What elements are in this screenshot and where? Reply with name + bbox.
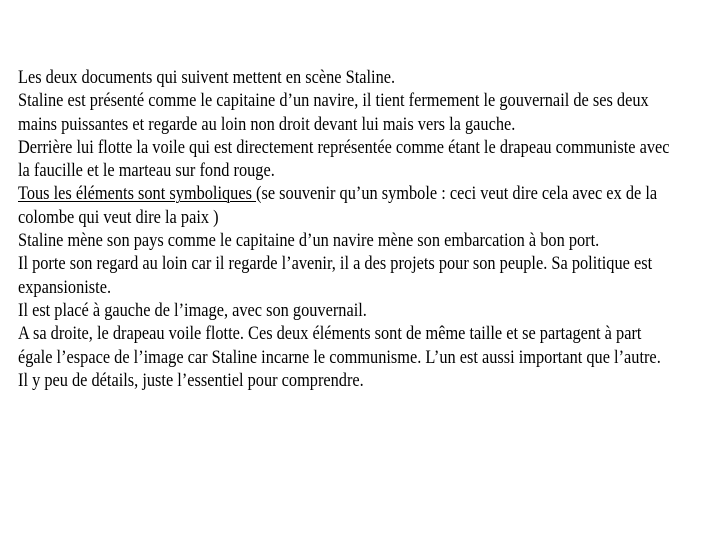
text-line: Il est placé à gauche de l’image, avec son gouvernail.: [18, 299, 367, 321]
text-line: mains puissantes et regarde au loin non droit devant lui mais vers la gauche.: [18, 113, 516, 135]
text-line-rest: (se souvenir qu’un symbole : ceci veut dire cela avec ex de la: [256, 183, 658, 205]
text-line: égale l’espace de l’image car Staline incarne le communisme. L’un est aussi important que l’autre.: [18, 346, 661, 368]
underlined-phrase: Tous les éléments sont symboliques: [18, 183, 257, 205]
text-line: Staline mène son pays comme le capitaine d’un navire mène son embarcation à bon port.: [18, 230, 600, 252]
text-line-with-underline: [18, 182, 658, 205]
text-line: Derrière lui flotte la voile qui est directement représentée comme étant le drapeau communiste avec: [18, 136, 670, 158]
text-line: expansioniste.: [18, 276, 112, 298]
text-line: Il porte son regard au loin car il regarde l’avenir, il a des projets pour son peuple. Sa politique est: [18, 253, 653, 275]
text-line: Il y peu de détails, juste l’essentiel pour comprendre.: [18, 369, 364, 391]
body-text: [18, 66, 670, 392]
text-line: Staline est présenté comme le capitaine d’un navire, il tient fermement le gouvernail de ses deux: [18, 90, 649, 112]
text-line: la faucille et le marteau sur fond rouge.: [18, 160, 275, 182]
text-line: A sa droite, le drapeau voile flotte. Ces deux éléments sont de même taille et se partagent à part: [18, 323, 642, 345]
text-line: colombe qui veut dire la paix ): [18, 206, 219, 228]
text-line: Les deux documents qui suivent mettent en scène Staline.: [18, 67, 396, 88]
